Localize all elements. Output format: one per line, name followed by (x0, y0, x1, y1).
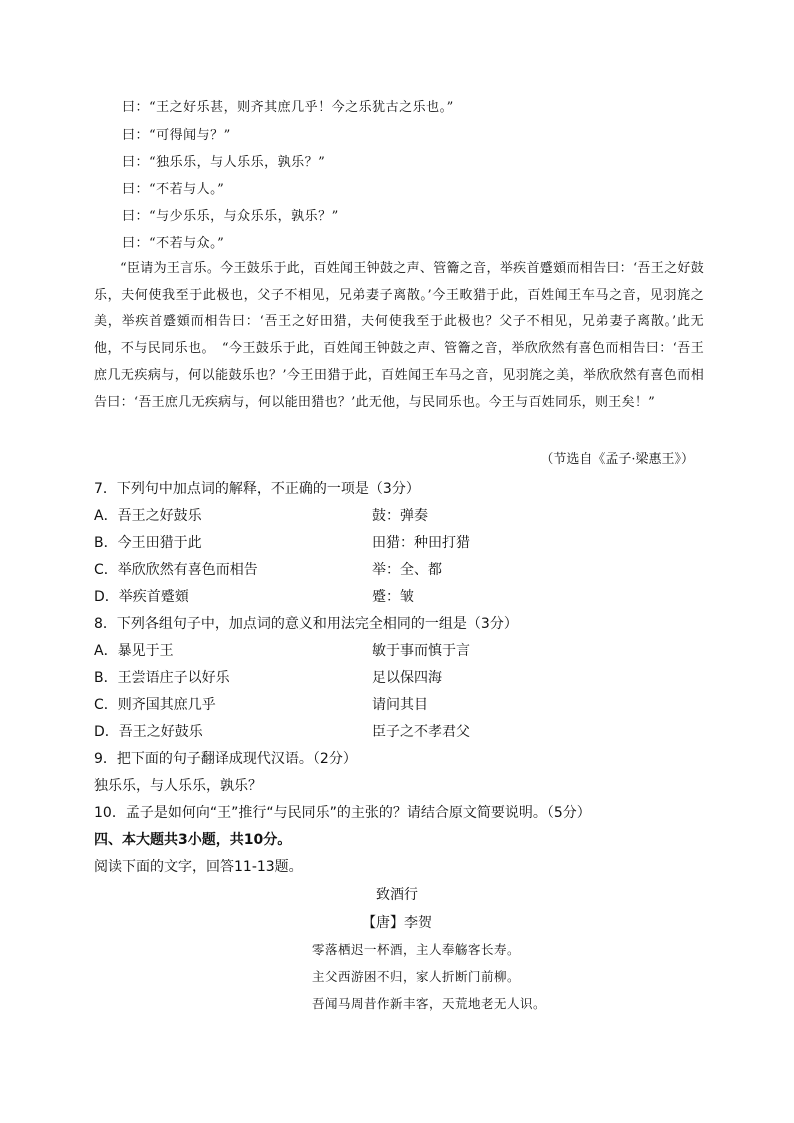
q8-option-c-pair: 请问其目 (372, 697, 428, 713)
q7-option-d-gloss: 蹙：皱 (372, 589, 414, 605)
q8-option-a: A．暴见于王 (94, 643, 174, 659)
poem-line: 零落栖迟一杯酒，主人奉觞客长寿。 (312, 942, 521, 957)
q7-option-d: D．举疾首蹙頞 (94, 589, 189, 605)
q7-option-a: A．吾王之好鼓乐 (94, 508, 202, 524)
poem-line: 吾闻马周昔作新丰客，天荒地老无人识。 (312, 996, 547, 1011)
q7-option-b-gloss: 田猎：种田打猎 (372, 535, 470, 551)
dialogue-line: 曰：“与少乐乐，与众乐乐，孰乐？” (122, 209, 339, 224)
q7-option-c: C．举欣欣然有喜色而相告 (94, 562, 258, 578)
question-8-stem: 8．下列各组句子中，加点词的意义和用法完全相同的一组是（3分） (94, 616, 518, 632)
q7-option-a-gloss: 鼓：弹奏 (372, 508, 428, 524)
passage-paragraph (94, 256, 704, 416)
dialogue-line: 曰：“独乐乐，与人乐乐，孰乐？” (122, 155, 326, 170)
section-4-heading: 四、本大题共3小题，共10分。 (94, 832, 292, 848)
question-9-sentence: 独乐乐，与人乐乐，孰乐？ (94, 778, 262, 794)
dialogue-line: 曰：“王之好乐甚，则齐其庶几乎！今之乐犹古之乐也。” (122, 100, 454, 115)
q8-option-d: D．吾王之好鼓乐 (94, 724, 203, 740)
q8-option-a-pair: 敏于事而慎于言 (372, 643, 470, 659)
source-citation: （节选自《孟子·梁惠王》） (540, 452, 694, 467)
dialogue-line: 曰：“可得闻与？” (122, 128, 231, 143)
q7-option-c-gloss: 举：全、都 (372, 562, 442, 578)
dialogue-line: 曰：“不若与人。” (122, 182, 225, 197)
question-7-stem: 7．下列句中加点词的解释，不正确的一项是（3分） (94, 481, 420, 497)
section-4-instruction: 阅读下面的文字，回答11-13题。 (94, 859, 303, 875)
poem-author: 【唐】李贺 (362, 915, 432, 931)
q7-option-b: B．今王田猎于此 (94, 535, 202, 551)
dialogue-line: 曰：“不若与众。” (122, 236, 225, 251)
q8-option-d-pair: 臣子之不孝君父 (372, 724, 470, 740)
q8-option-b-pair: 足以保四海 (372, 670, 442, 686)
poem-title: 致酒行 (376, 887, 418, 903)
passage-text: “臣请为王言乐。今王鼓乐于此，百姓闻王钟鼓之声、管籥之音，举疾首蹙頞而相告曰：‘吾王之好鼓乐，夫何使我至于此极也，父子不相见，兄弟妻子离散。’今王畋猎于此，百姓闻王车马之音，见羽旄之美，举疾首蹙頞而相告曰：‘吾王之好田猎，夫何使我至于此极也？父子不相见，兄弟妻子离散。’此无他，不与民同乐也。 “今王鼓乐于此，百姓闻王钟鼓之声、管籥之音，举欣欣然有喜色而相告曰：‘吾王庶几无疾病与，何以能鼓乐也？’今王田猎于此，百姓闻王车马之音，见羽旄之美，举欣欣然有喜色而相告曰：‘吾王庶几无疾病与，何以能田猎也？’此无他，与民同乐也。今王与百姓同乐，则王矣！” (94, 261, 704, 410)
question-9-stem: 9．把下面的句子翻译成现代汉语。（2分） (94, 751, 357, 767)
poem-line: 主父西游困不归，家人折断门前柳。 (312, 969, 521, 984)
q8-option-b: B．王尝语庄子以好乐 (94, 670, 230, 686)
q8-option-c: C．则齐国其庶几乎 (94, 697, 216, 713)
question-10-stem: 10．孟子是如何向“王”推行“与民同乐”的主张的？请结合原文简要说明。（5分） (94, 805, 591, 821)
